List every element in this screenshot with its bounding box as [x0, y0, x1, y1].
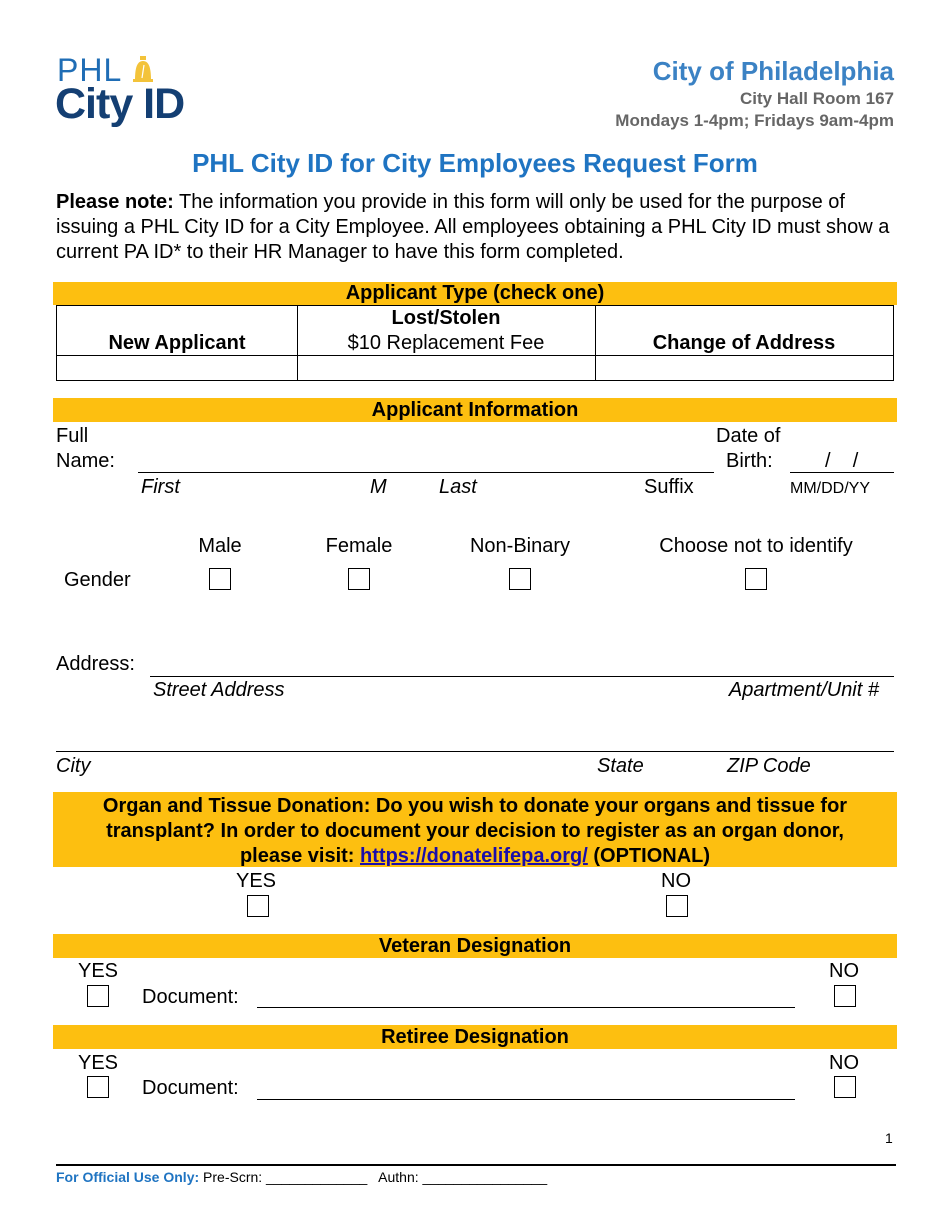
organ-line-2: transplant? In order to document your decision to register as an organ donor,	[106, 820, 844, 842]
replacement-fee-label: $10 Replacement Fee	[347, 332, 545, 354]
footer-authn: Authn: ________________	[367, 1169, 548, 1185]
state-caption: State	[597, 755, 644, 777]
gender-label: Gender	[64, 569, 131, 591]
gender-male-label: Male	[198, 535, 242, 557]
donatelife-link[interactable]: https://donatelifepa.org/	[360, 845, 588, 867]
organ-line-3-pre: please visit:	[239, 845, 361, 867]
gender-nonbinary-checkbox[interactable]	[509, 568, 531, 590]
organ-donation-header	[53, 792, 897, 867]
dob-slashes: / /	[825, 450, 859, 472]
suffix-caption: Suffix	[644, 476, 694, 498]
gender-female-checkbox[interactable]	[348, 568, 370, 590]
veteran-document-label: Document:	[142, 986, 239, 1008]
dob-label-1: Date of	[716, 425, 781, 447]
gender-nonbinary-label: Non-Binary	[469, 535, 571, 557]
veteran-no-checkbox[interactable]	[834, 985, 856, 1007]
dob-label-2: Birth:	[726, 450, 773, 472]
header-hours: Mondays 1-4pm; Fridays 9am-4pm	[615, 111, 894, 130]
city-caption: City	[56, 755, 91, 777]
street-address-caption: Street Address	[153, 679, 285, 701]
veteran-yes-label: YES	[78, 960, 119, 982]
gender-female-label: Female	[325, 535, 393, 557]
gender-choose-not-label: Choose not to identify	[659, 535, 853, 557]
first-caption: First	[141, 476, 180, 498]
note-text: The information you provide in this form will only be used for the purpose of issuing a PHL City ID for a City Employee. All employees obtaining a PHL City ID must show a current PA ID* to their HR Manager to have this form completed.	[56, 191, 890, 263]
lost-stolen-check-cell[interactable]	[298, 356, 594, 380]
organ-yes-label: YES	[236, 870, 277, 892]
retiree-document-input[interactable]	[257, 1099, 795, 1100]
applicant-type-header: Applicant Type (check one)	[53, 282, 897, 305]
veteran-header: Veteran Designation	[53, 934, 897, 958]
veteran-no-label: NO	[829, 960, 859, 982]
note-label: Please note:	[56, 191, 174, 213]
retiree-document-label: Document:	[142, 1077, 239, 1099]
organ-line-3	[53, 844, 897, 869]
applicant-type-table	[56, 305, 894, 381]
footer-pre-scrn: Pre-Scrn: _____________	[199, 1169, 368, 1185]
header-org: City of Philadelphia	[652, 56, 894, 86]
veteran-yes-checkbox[interactable]	[87, 985, 109, 1007]
gender-choose-not-checkbox[interactable]	[745, 568, 767, 590]
dob-format-caption: MM/DD/YY	[790, 480, 870, 497]
last-caption: Last	[439, 476, 477, 498]
footer-divider	[56, 1164, 896, 1166]
apartment-caption: Apartment/Unit #	[728, 679, 879, 701]
logo-city-id-text: City ID	[55, 80, 185, 128]
organ-line-1: Organ and Tissue Donation: Do you wish to donate your organs and tissue for	[102, 795, 848, 817]
footer-label: For Official Use Only:	[56, 1169, 200, 1185]
applicant-info-header: Applicant Information	[53, 398, 897, 422]
lost-stolen-label: Lost/Stolen	[391, 307, 501, 329]
full-label: Full	[56, 425, 89, 447]
new-applicant-check-cell[interactable]	[58, 356, 296, 380]
change-of-address-label: Change of Address	[652, 332, 836, 354]
logo-phl-text: PHL	[57, 52, 123, 88]
retiree-no-checkbox[interactable]	[834, 1076, 856, 1098]
city-state-zip-input[interactable]	[56, 751, 894, 752]
new-applicant-label: New Applicant	[108, 332, 246, 354]
zip-caption: ZIP Code	[727, 755, 811, 777]
gender-male-checkbox[interactable]	[209, 568, 231, 590]
form-title: PHL City ID for City Employees Request Form	[192, 148, 758, 178]
page-number: 1	[885, 1130, 893, 1146]
date-of-birth-input[interactable]	[790, 472, 894, 473]
organ-line-3-post: (OPTIONAL)	[587, 845, 711, 867]
veteran-document-input[interactable]	[257, 1007, 795, 1008]
retiree-yes-checkbox[interactable]	[87, 1076, 109, 1098]
retiree-no-label: NO	[829, 1052, 859, 1074]
retiree-yes-label: YES	[78, 1052, 119, 1074]
official-use-footer	[56, 1169, 547, 1185]
name-label: Name:	[56, 450, 115, 472]
address-label: Address:	[56, 653, 135, 675]
change-of-address-check-cell[interactable]	[596, 356, 893, 380]
middle-caption: M	[370, 476, 387, 498]
organ-no-label: NO	[661, 870, 691, 892]
header-room: City Hall Room 167	[740, 89, 894, 108]
retiree-header: Retiree Designation	[53, 1025, 897, 1049]
please-note-paragraph	[56, 190, 901, 265]
organ-no-checkbox[interactable]	[666, 895, 688, 917]
organ-yes-checkbox[interactable]	[247, 895, 269, 917]
street-address-input[interactable]	[150, 676, 894, 677]
full-name-input[interactable]	[138, 472, 714, 473]
